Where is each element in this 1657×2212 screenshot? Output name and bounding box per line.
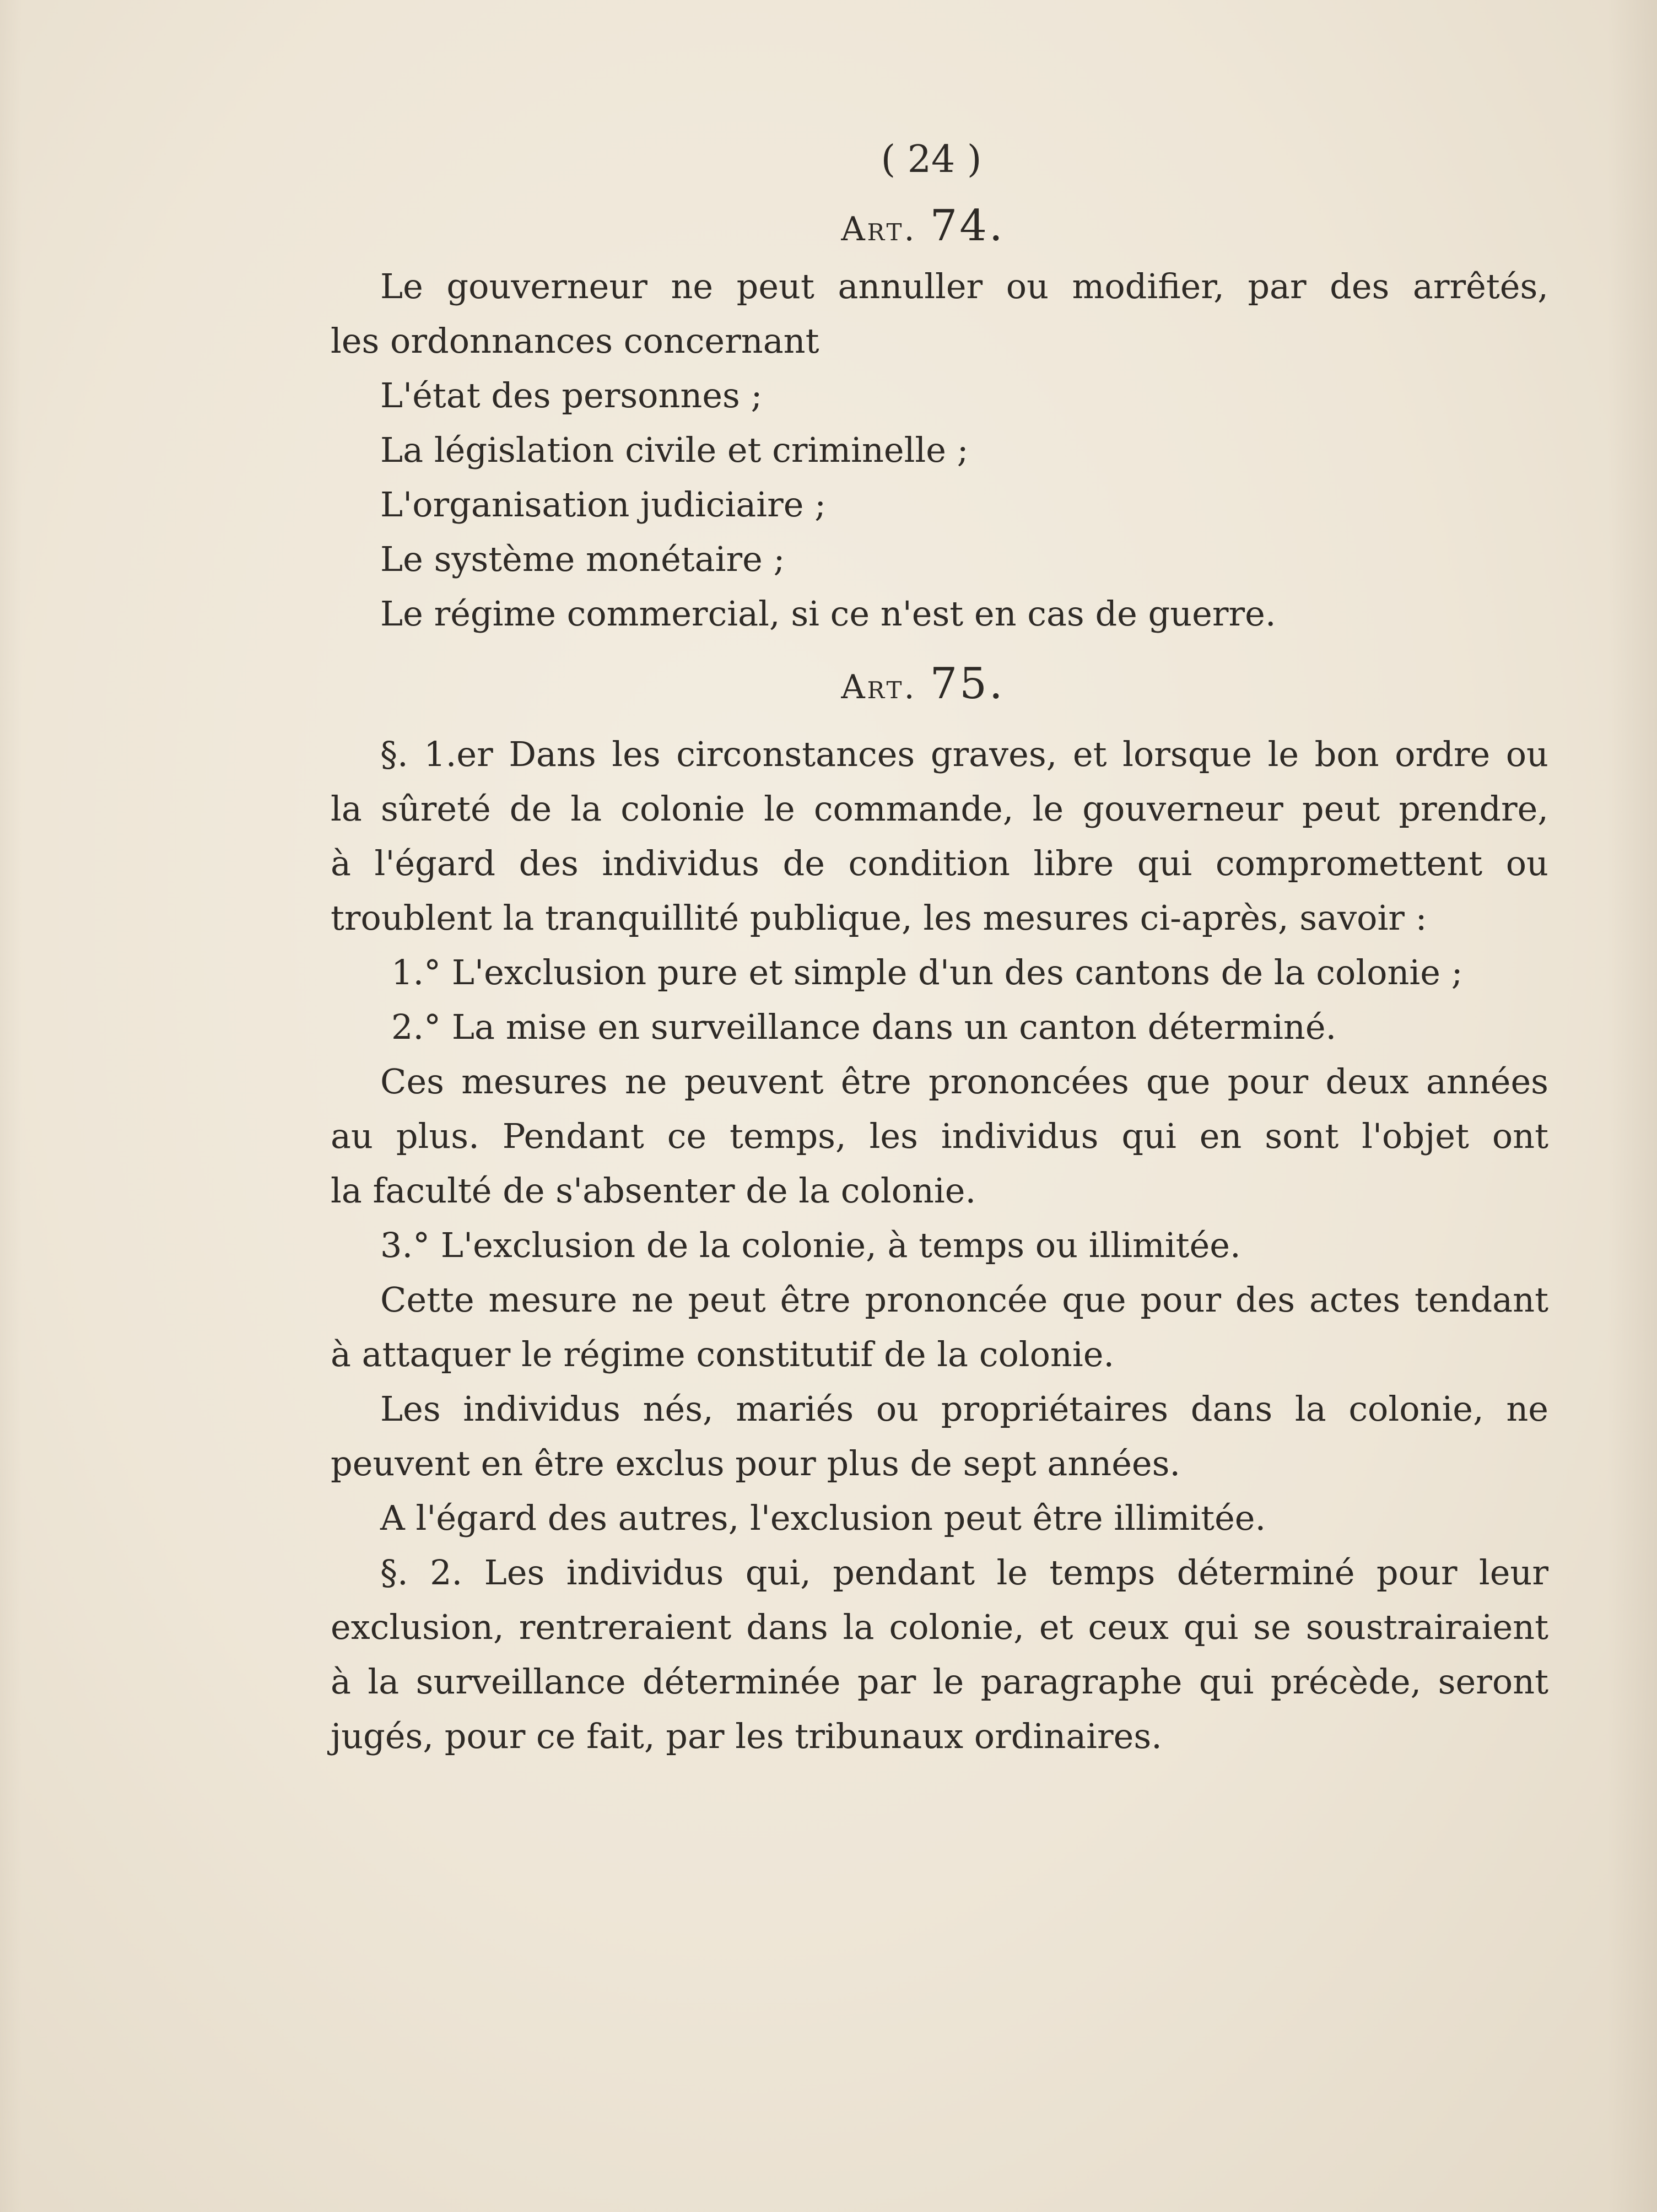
text-line: §. 1.er Dans les circonstances graves, et lorsque le bon ordre ou [380,734,1548,774]
text-line: au plus. Pendant ce temps, les individus qui en sont l'objet ont [331,1116,1548,1156]
text-line: §. 2. Les individus qui, pendant le temps déterminé pour leur [380,1552,1548,1593]
text-line: à l'égard des individus de condition libre qui compromettent ou [331,843,1548,883]
article-label: Art. [841,210,917,249]
text-line: L'organisation judiciaire ; [380,484,827,525]
article-number: 75. [930,659,1005,709]
text-line: La législation civile et criminelle ; [380,430,969,470]
text-line: Le régime commercial, si ce n'est en cas de guerre. [380,594,1276,634]
text-line: Les individus nés, mariés ou propriétaires dans la colonie, ne [380,1389,1548,1429]
text-line: 3.° L'exclusion de la colonie, à temps ou illimitée. [380,1225,1241,1265]
article-74-heading [298,193,1548,259]
text-line: 2.° La mise en surveillance dans un canton déterminé. [391,1007,1337,1047]
text-line: Cette mesure ne peut être prononcée que pour des actes tendant [380,1280,1548,1320]
text-line: jugés, pour ce fait, par les tribunaux ordinaires. [331,1716,1162,1756]
text-line: L'état des personnes ; [380,375,763,416]
text-line: troublent la tranquillité publique, les mesures ci-après, savoir : [331,898,1427,938]
page-edge-shadow-right [1607,0,1657,2212]
text-line: les ordonnances concernant [331,321,819,361]
text-line: 1.° L'exclusion pure et simple d'un des cantons de la colonie ; [391,952,1463,992]
page-edge-shadow-left [0,0,22,2212]
text-line: exclusion, rentreraient dans la colonie, et ceux qui se soustrairaient [331,1607,1548,1647]
text-line: peuvent en être exclus pour plus de sept années. [331,1443,1181,1483]
page-number: ( 24 ) [881,138,982,181]
text-line: la sûreté de la colonie le commande, le gouverneur peut prendre, [331,789,1548,829]
text-line: A l'égard des autres, l'exclusion peut être illimitée. [380,1498,1266,1538]
text-line: Le gouverneur ne peut annuller ou modifier, par des arrêtés, [380,266,1548,306]
text-block [331,127,1548,1763]
article-label: Art. [841,668,917,706]
text-line: Ces mesures ne peuvent être prononcées que pour deux années [380,1061,1548,1102]
article-number: 74. [930,201,1005,251]
text-line: à la surveillance déterminée par le paragraphe qui précède, seront [331,1661,1548,1702]
article-75-heading [298,651,1548,717]
text-line: la faculté de s'absenter de la colonie. [331,1170,976,1211]
text-line: Le système monétaire ; [380,539,785,579]
text-line: à attaquer le régime constitutif de la colonie. [331,1334,1115,1374]
